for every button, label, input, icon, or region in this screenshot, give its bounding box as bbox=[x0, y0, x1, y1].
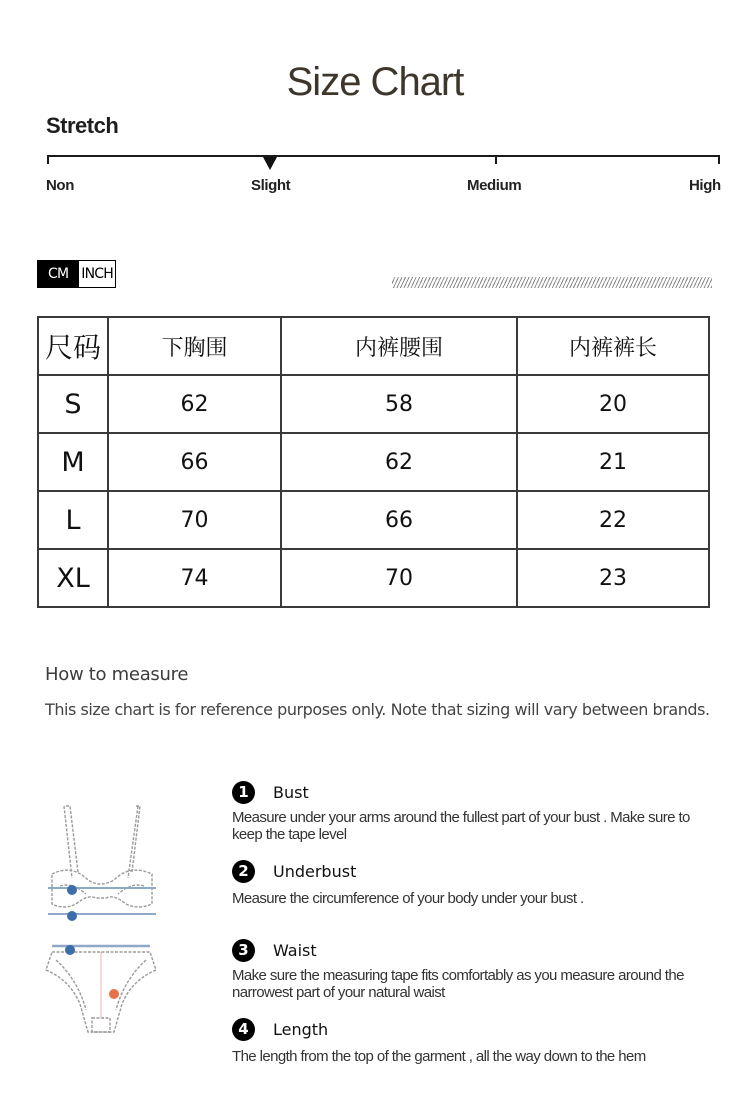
size-cell: M bbox=[38, 433, 108, 491]
step-title: Bust bbox=[273, 782, 309, 802]
unit-inch-button[interactable]: INCH bbox=[79, 261, 115, 287]
table-row bbox=[38, 491, 709, 549]
length-cell: 21 bbox=[517, 433, 709, 491]
stretch-level-medium: Medium bbox=[467, 177, 522, 194]
length-cell: 22 bbox=[517, 491, 709, 549]
underbust-cell: 62 bbox=[108, 375, 281, 433]
step-title: Waist bbox=[273, 940, 317, 960]
length-cell: 20 bbox=[517, 375, 709, 433]
step-title: Length bbox=[273, 1019, 329, 1039]
scale-tick-medium bbox=[495, 155, 497, 164]
stretch-level-non: Non bbox=[46, 177, 74, 194]
bra-diagram-icon bbox=[42, 798, 160, 926]
underbust-cell: 66 bbox=[108, 433, 281, 491]
step-description: Measure under your arms around the fullest part of your bust . Make sure to keep the tape level bbox=[232, 809, 690, 843]
how-to-measure-title: How to measure bbox=[45, 664, 189, 685]
step-number-badge: 1 bbox=[232, 781, 255, 804]
step-number-badge: 4 bbox=[232, 1018, 255, 1041]
unit-toggle bbox=[37, 260, 116, 288]
header-underbust: 下胸围 bbox=[108, 317, 281, 375]
step-number-badge: 3 bbox=[232, 939, 255, 962]
length-cell: 23 bbox=[517, 549, 709, 607]
waist-cell: 62 bbox=[281, 433, 517, 491]
header-brief-length: 内裤裤长 bbox=[517, 317, 709, 375]
stretch-level-high: High bbox=[689, 177, 721, 194]
table-row bbox=[38, 375, 709, 433]
scale-tick-high bbox=[718, 155, 720, 164]
measure-step-waist bbox=[232, 937, 722, 1001]
header-brief-waist: 内裤腰围 bbox=[281, 317, 517, 375]
step-description: Measure the circumference of your body under your bust . bbox=[232, 890, 584, 907]
size-cell: S bbox=[38, 375, 108, 433]
waist-cell: 70 bbox=[281, 549, 517, 607]
measure-step-underbust bbox=[232, 858, 722, 907]
decorative-hatch-divider bbox=[392, 277, 712, 288]
measure-step-bust bbox=[232, 779, 722, 843]
table-row bbox=[38, 433, 709, 491]
measure-step-length bbox=[232, 1016, 722, 1065]
table-header-row bbox=[38, 317, 709, 375]
waist-cell: 58 bbox=[281, 375, 517, 433]
unit-cm-button[interactable]: CM bbox=[38, 261, 79, 287]
stretch-level-slight: Slight bbox=[251, 177, 291, 194]
step-title: Underbust bbox=[273, 861, 357, 881]
size-table bbox=[37, 316, 710, 608]
scale-tick-non bbox=[47, 155, 49, 164]
waist-cell: 66 bbox=[281, 491, 517, 549]
header-size: 尺码 bbox=[38, 317, 108, 375]
stretch-label: Stretch bbox=[46, 113, 119, 138]
step-description: The length from the top of the garment , all the way down to the hem bbox=[232, 1048, 646, 1065]
size-cell: L bbox=[38, 491, 108, 549]
underbust-cell: 70 bbox=[108, 491, 281, 549]
step-number-badge: 2 bbox=[232, 860, 255, 883]
stretch-scale-line bbox=[47, 155, 720, 157]
stretch-marker-icon bbox=[263, 157, 277, 170]
page-title: Size Chart bbox=[286, 60, 464, 104]
reference-note: This size chart is for reference purposes only. Note that sizing will vary between brands. bbox=[45, 700, 710, 719]
table-row bbox=[38, 549, 709, 607]
underbust-cell: 74 bbox=[108, 549, 281, 607]
step-description: Make sure the measuring tape fits comfortably as you measure around the narrowest part of your natural waist bbox=[232, 967, 684, 1001]
brief-diagram-icon bbox=[42, 940, 160, 1040]
size-cell: XL bbox=[38, 549, 108, 607]
